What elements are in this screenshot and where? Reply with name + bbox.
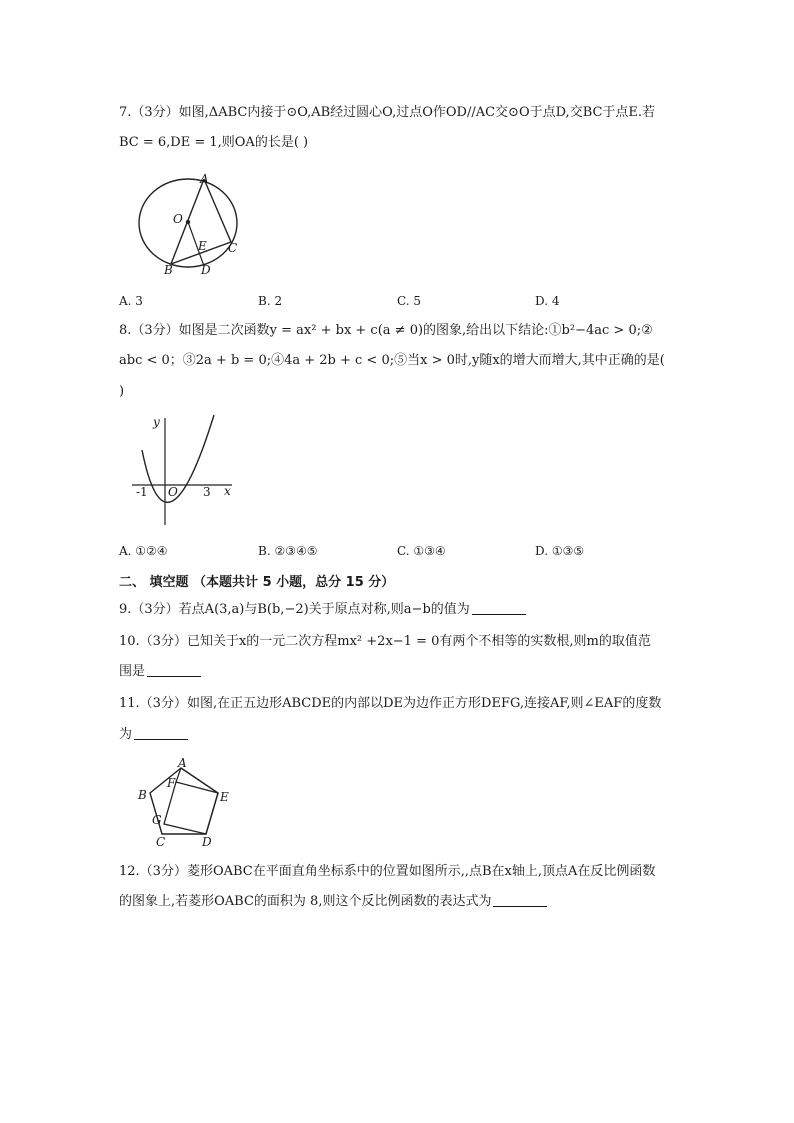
q7-option-a[interactable]: A. 3 (119, 294, 143, 308)
q7-option-c[interactable]: C. 5 (397, 294, 422, 308)
q7-option-b[interactable]: B. 2 (258, 294, 283, 308)
q10-text-line1: 10.（3分）已知关于x的一元二次方程mx² +2x−1 = 0有两个不相等的实数根,则m的取值范 (119, 634, 651, 649)
label-x: x (224, 484, 231, 498)
q10-text-line2 (119, 662, 201, 682)
label-neg1: -1 (136, 485, 148, 499)
q12-text-line1: 12.（3分）菱形OABC在平面直角坐标系中的位置如图所示,,点B在x轴上,顶点A在反比例函数 (119, 864, 656, 879)
label-g: G (152, 813, 162, 827)
label-c: C (156, 835, 166, 848)
q8-text-line1: 8.（3分）如图是二次函数y = ax² + bx + c(a ≠ 0)的图象,给出以下结论:①b²−4ac > 0;② (119, 323, 653, 338)
q8-option-c[interactable]: C. ①③④ (397, 544, 446, 558)
q11-text-content: 为 (119, 727, 133, 742)
q11-pentagon-figure (134, 756, 244, 848)
q12-text-content: 的图象上,若菱形OABC的面积为 8,则这个反比例函数的表达式为 (119, 894, 492, 909)
q7-option-d[interactable]: D. 4 (535, 294, 560, 308)
q7-text-line1: 7.（3分）如图,ΔABC内接于⊙O,AB经过圆心O,过点O作OD//AC交⊙O于点D,交BC于点E.若 (119, 105, 656, 120)
label-three: 3 (203, 485, 211, 499)
segment-ae-diag (181, 768, 218, 793)
q8-option-b[interactable]: B. ②③④⑤ (258, 544, 318, 558)
label-b: B (138, 788, 147, 802)
q8-option-d[interactable]: D. ①③⑤ (535, 544, 585, 558)
label-c: C (228, 241, 238, 255)
center-o-dot (186, 220, 190, 224)
label-a: A (178, 756, 187, 770)
q8-parabola-figure (128, 410, 240, 530)
section-2-heading: 二、 填空题 （本题共计 5 小题，总分 15 分） (119, 575, 395, 590)
label-y: y (153, 415, 160, 429)
label-origin: O (168, 485, 178, 499)
q10-text-content: 围是 (119, 664, 146, 679)
q10-answer-blank[interactable] (147, 662, 201, 677)
q9-text (119, 600, 526, 620)
q11-answer-blank[interactable] (134, 725, 188, 740)
label-a: A (200, 172, 209, 186)
label-e: E (198, 239, 207, 253)
q7-text-line2: BC = 6,DE = 1,则OA的长是( ) (119, 135, 309, 150)
label-d: D (201, 263, 211, 277)
q11-text-line2 (119, 725, 188, 745)
label-d: D (202, 835, 212, 848)
q8-option-a[interactable]: A. ①②④ (119, 544, 168, 558)
q11-text-line1: 11.（3分）如图,在正五边形ABCDE的内部以DE为边作正方形DEFG,连接AF,则∠EAF的度数 (119, 696, 662, 711)
label-b: B (164, 263, 173, 277)
label-e: E (220, 790, 229, 804)
q8-text-line2: abc < 0；③2a + b = 0;④4a + 2b + c < 0;⑤当x > 0时,y随x的增大而增大,其中正确的是( (119, 353, 665, 368)
q8-text-line3: ) (119, 384, 125, 399)
q12-text-line2 (119, 892, 547, 912)
q7-circle-figure (136, 170, 246, 278)
q9-answer-blank[interactable] (472, 600, 526, 615)
q9-text-content: 9.（3分）若点A(3,a)与B(b,−2)关于原点对称,则a−b的值为 (119, 602, 470, 617)
label-o: O (173, 212, 183, 226)
label-f: F (167, 776, 176, 790)
q12-answer-blank[interactable] (493, 892, 547, 907)
